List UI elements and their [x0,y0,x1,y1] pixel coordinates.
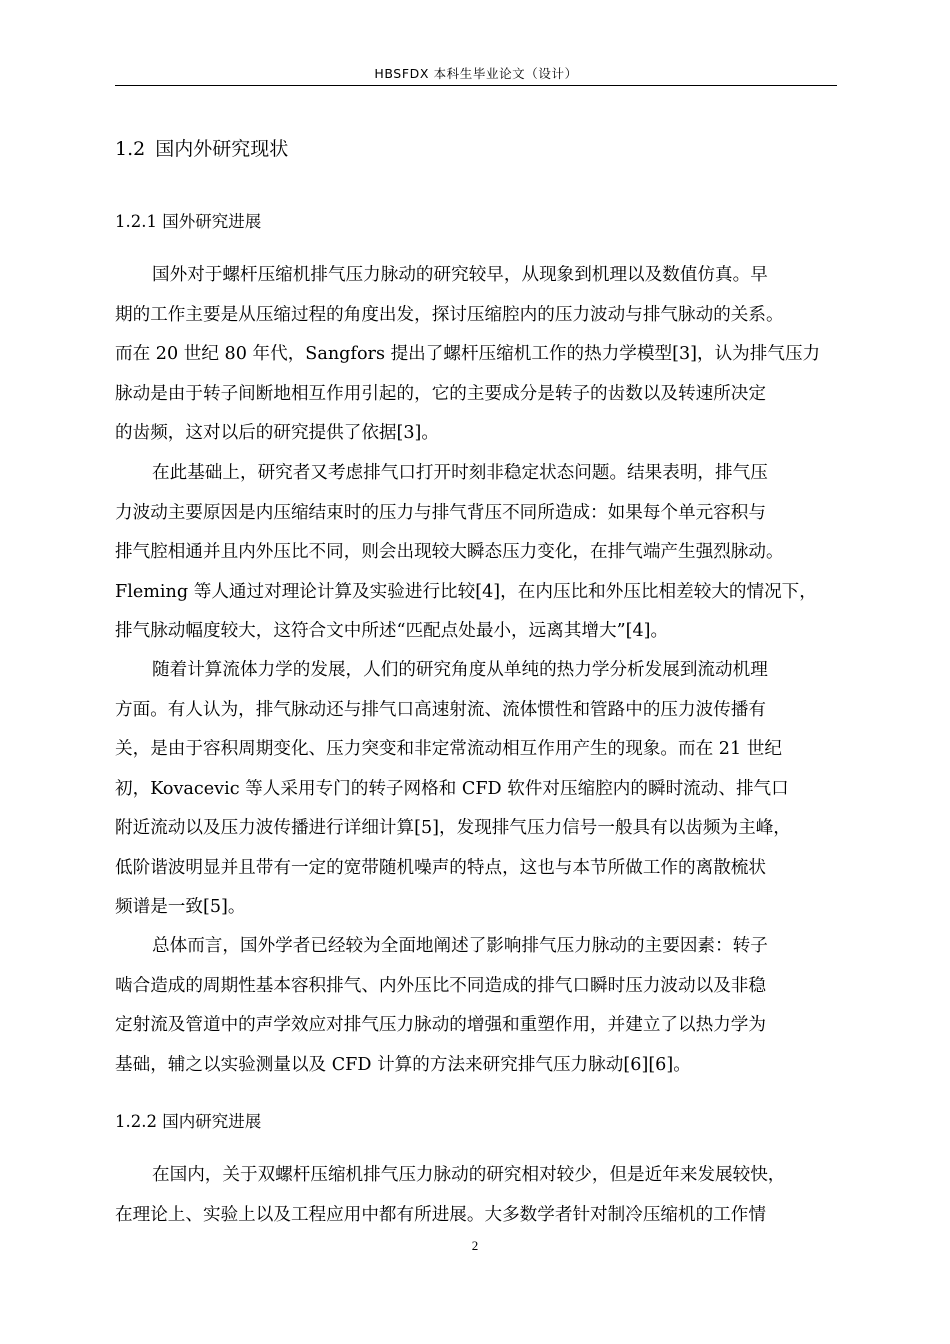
paragraph-4 [115,927,837,1085]
paragraph-line: 随着计算流体力学的发展，人们的研究角度从单纯的热力学分析发展到流动机理 [152,660,768,680]
paragraph-line: 力波动主要原因是内压缩结束时的压力与排气背压不同所造成：如果每个单元容积与 [115,502,766,523]
page-header-title: HBSFDX 本科生毕业论文（设计） [374,66,578,81]
subsection-heading-domestic: 1.2.2 国内研究进展 [115,1112,262,1131]
paragraph-line: 期的工作主要是从压缩过程的角度出发，探讨压缩腔内的压力波动与排气脉动的关系。 [115,304,784,325]
paragraph-line: 总体而言，国外学者已经较为全面地阐述了影响排气压力脉动的主要因素：转子 [152,936,768,956]
paragraph-line: 排气腔相通并且内外压比不同，则会出现较大瞬态压力变化，在排气端产生强烈脉动。 [115,542,784,562]
section-heading [115,134,288,161]
paragraph-line: 低阶谐波明显并且带有一定的宽带随机噪声的特点，这也与本节所做工作的离散梳状 [115,857,766,878]
page-number: 2 [471,1238,479,1253]
paragraph-1 [115,256,837,454]
paragraph-line: 基础，辅之以实验测量以及 CFD 计算的方法来研究排气压力脉动[6][6]。 [115,1054,691,1075]
paragraph-line: 而在 20 世纪 80 年代，Sangfors 提出了螺杆压缩机工作的热力学模型[3]，认为排气压力 [115,344,821,364]
paragraph-line: 的齿频，这对以后的研究提供了依据[3]。 [115,423,440,443]
paragraph-3 [115,651,837,928]
paragraph-line: Fleming 等人通过对理论计算及实验进行比较[4]，在内压比和外压比相差较大的情况下， [115,581,817,602]
paragraph-line: 关，是由于容积周期变化、压力突变和非定常流动相互作用产生的现象。而在 21 世纪 [115,739,782,759]
section-number: 1.2 [115,138,146,160]
paragraph-line: 附近流动以及压力波传播进行详细计算[5]，发现排气压力信号一般具有以齿频为主峰， [115,818,791,838]
paragraph-line: 方面。有人认为，排气脉动还与排气口高速射流、流体惯性和管路中的压力波传播有 [115,699,766,720]
paragraph-2 [115,454,837,652]
paragraph-line: 脉动是由于转子间断地相互作用引起的，它的主要成分是转子的齿数以及转速所决定 [115,383,766,404]
paragraph-line: 在此基础上，研究者又考虑排气口打开时刻非稳定状态问题。结果表明，排气压 [152,463,768,483]
paragraph-line: 排气脉动幅度较大，这符合文中所述“匹配点处最小，远离其增大”[4]。 [115,621,669,641]
paragraph-line: 频谱是一致[5]。 [115,897,246,917]
paragraph-line: 啮合造成的周期性基本容积排气、内外压比不同造成的排气口瞬时压力波动以及非稳 [115,975,766,996]
header-rule [115,85,837,86]
subsection-heading-foreign: 1.2.1 国外研究进展 [115,212,262,231]
paragraph-line: 在理论上、实验上以及工程应用中都有所进展。大多数学者针对制冷压缩机的工作情 [115,1204,766,1225]
section-title: 国内外研究现状 [155,138,289,160]
paragraph-line: 国外对于螺杆压缩机排气压力脉动的研究较早，从现象到机理以及数值仿真。早 [152,265,768,285]
paragraph-5 [115,1156,837,1235]
paragraph-line: 定射流及管道中的声学效应对排气压力脉动的增强和重塑作用，并建立了以热力学为 [115,1015,766,1035]
paragraph-line: 初，Kovacevic 等人采用专门的转子网格和 CFD 软件对压缩腔内的瞬时流动、排气口 [115,778,789,799]
paragraph-line: 在国内，关于双螺杆压缩机排气压力脉动的研究相对较少，但是近年来发展较快， [152,1165,786,1185]
